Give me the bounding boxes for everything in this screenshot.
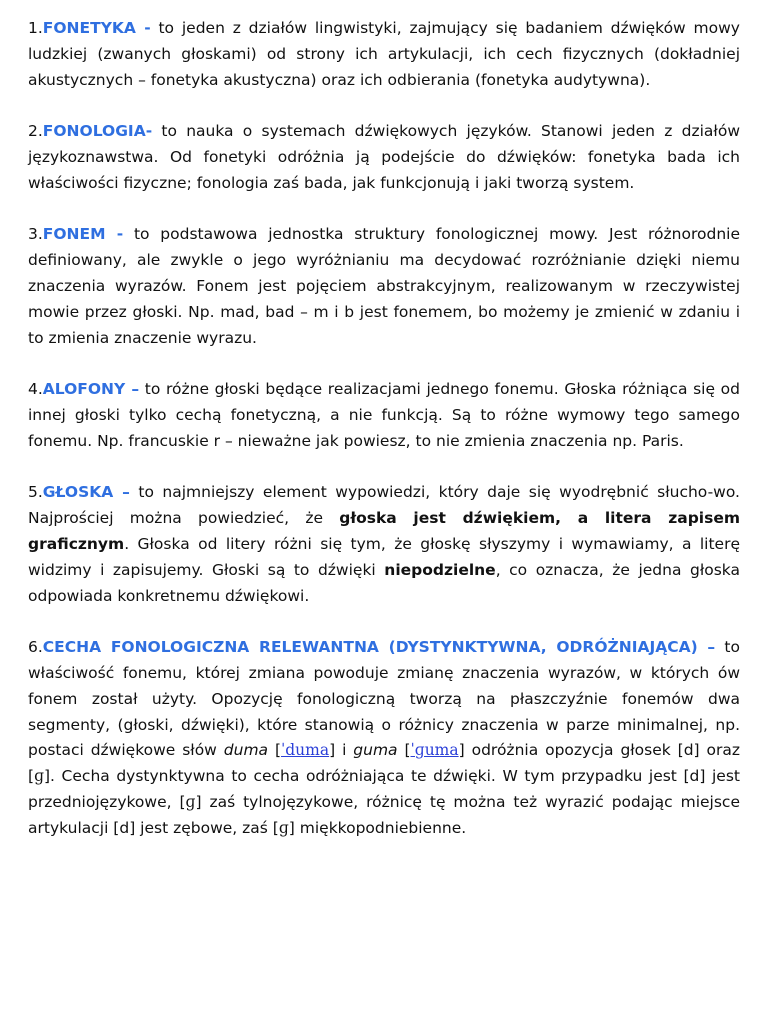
definition-fonem — [28, 222, 740, 351]
definition-fonologia — [28, 119, 740, 196]
example-word-duma: duma — [223, 741, 269, 760]
ipa-symbol: ɡ — [278, 818, 289, 837]
definition-fonetyka — [28, 16, 740, 93]
definition-gloska — [28, 480, 740, 609]
bracket: ] — [458, 741, 465, 760]
definition-text: to nauka o systemach dźwiękowych języków. Stanowi jeden z działów językoznawstwa. Od fonetyki odróżnia ją podejście do dźwięków: fonetyka bada ich właściwości fizyczne; fonologia zaś bada, jak funkcjonują i jaki tworzą system. — [28, 122, 740, 192]
term-fonologia: FONOLOGIA- — [42, 122, 153, 141]
term-gloska: GŁOSKA – — [42, 483, 130, 502]
definition-text: i — [335, 741, 354, 760]
definition-number: 5. — [28, 483, 43, 502]
definition-emphasis: głoska jest dźwiękiem, a litera zapisem graficznym — [28, 509, 740, 553]
definition-number: 1. — [28, 19, 43, 37]
definition-number: 2. — [28, 122, 43, 141]
term-fonetyka: FONETYKA - — [42, 19, 151, 37]
definition-text: to podstawowa jednostka struktury fonologicznej mowy. Jest różnorodnie definiowany, ale zwykle o jego wyróżnianiu ma decydować rozróżnianie dzięki niemu znaczenia wyrazów. Fonem jest pojęciem abstrakcyjnym, realizowanym w rzeczywistej mowie przez głoski. Np. mad, bad – m i b jest fonemem, bo możemy je zmienić w zdaniu i to zmienia znaczenie wyrazu. — [28, 225, 740, 347]
term-fonem: FONEM - — [42, 225, 124, 244]
definition-text: ] zaś tylnojęzykowe, różnicę tę można też wyrazić podając miejsce artykulacji [d] jest zębowe, zaś [ — [28, 792, 740, 837]
bracket: [ — [268, 741, 281, 760]
definition-number: 4. — [28, 380, 43, 399]
ipa-link-guma[interactable]: ˈɡuma — [410, 741, 459, 760]
definition-text: ] miękkopodniebienne. — [288, 818, 467, 837]
definition-number: 3. — [28, 225, 43, 244]
definition-number: 6. — [28, 638, 43, 657]
ipa-symbol: ɡ — [185, 792, 196, 811]
ipa-symbol: ɡ — [34, 767, 44, 786]
bracket: [ — [397, 741, 411, 760]
definition-text: ]. Cecha dystynktywna to cecha odróżniająca te dźwięki. W tym przypadku jest [d] jest przedniojęzykowe, [ — [28, 767, 740, 811]
definition-alofony — [28, 377, 740, 454]
document-page — [28, 16, 740, 867]
term-alofony: ALOFONY – — [42, 380, 140, 399]
example-word-guma: guma — [353, 741, 398, 760]
definition-text: . Głoska od litery różni się tym, że głoskę słyszymy i wymawiamy, a literę widzimy i zapisujemy. Głoski są to dźwięki — [28, 534, 740, 579]
definition-cecha-fonologiczna — [28, 635, 740, 841]
definition-text: odróżnia opozycja głosek [d] oraz [ — [28, 741, 740, 786]
term-cecha-fonologiczna: CECHA FONOLOGICZNA RELEWANTNA (DYSTYNKTYWNA, ODRÓŻNIAJĄCA) – — [42, 638, 716, 657]
ipa-link-duma[interactable]: ˈduma — [281, 741, 330, 760]
definition-emphasis: niepodzielne — [384, 560, 496, 579]
definition-text: to jeden z działów lingwistyki, zajmujący się badaniem dźwięków mowy ludzkiej (zwanych głoskami) od strony ich artykulacji, ich cech fizycznych (dokładniej akustycznych – fonetyka akustyczna) oraz ich odbierania (fonetyka audytywna). — [28, 19, 740, 89]
definition-text: , co oznacza, że jedna głoska odpowiada konkretnemu dźwiękowi. — [28, 560, 740, 605]
definition-text: to różne głoski będące realizacjami jednego fonemu. Głoska różniąca się od innej głoski tylko cechą fonetyczną, a nie funkcją. Są to różne wymowy tego samego fonemu. Np. francuskie r – nieważne jak powiesz, to nie zmienia znaczenia np. Paris. — [28, 380, 740, 450]
definition-text: to najmniejszy element wypowiedzi, który daje się wyodrębnić słucho-wo. Najprościej można powiedzieć, że — [28, 483, 740, 528]
bracket: ] — [329, 741, 336, 760]
definition-text: to właściwość fonemu, której zmiana powoduje zmianę znaczenia wyrazów, w których ów fonem został użyty. Opozycję fonologiczną tworzą na płaszczyźnie fonemów dwa segmenty, (głoski, dźwięki), które stanowią o różnicy znaczenia w parze minimalnej, np. postaci dźwiękowe słów — [28, 638, 740, 760]
